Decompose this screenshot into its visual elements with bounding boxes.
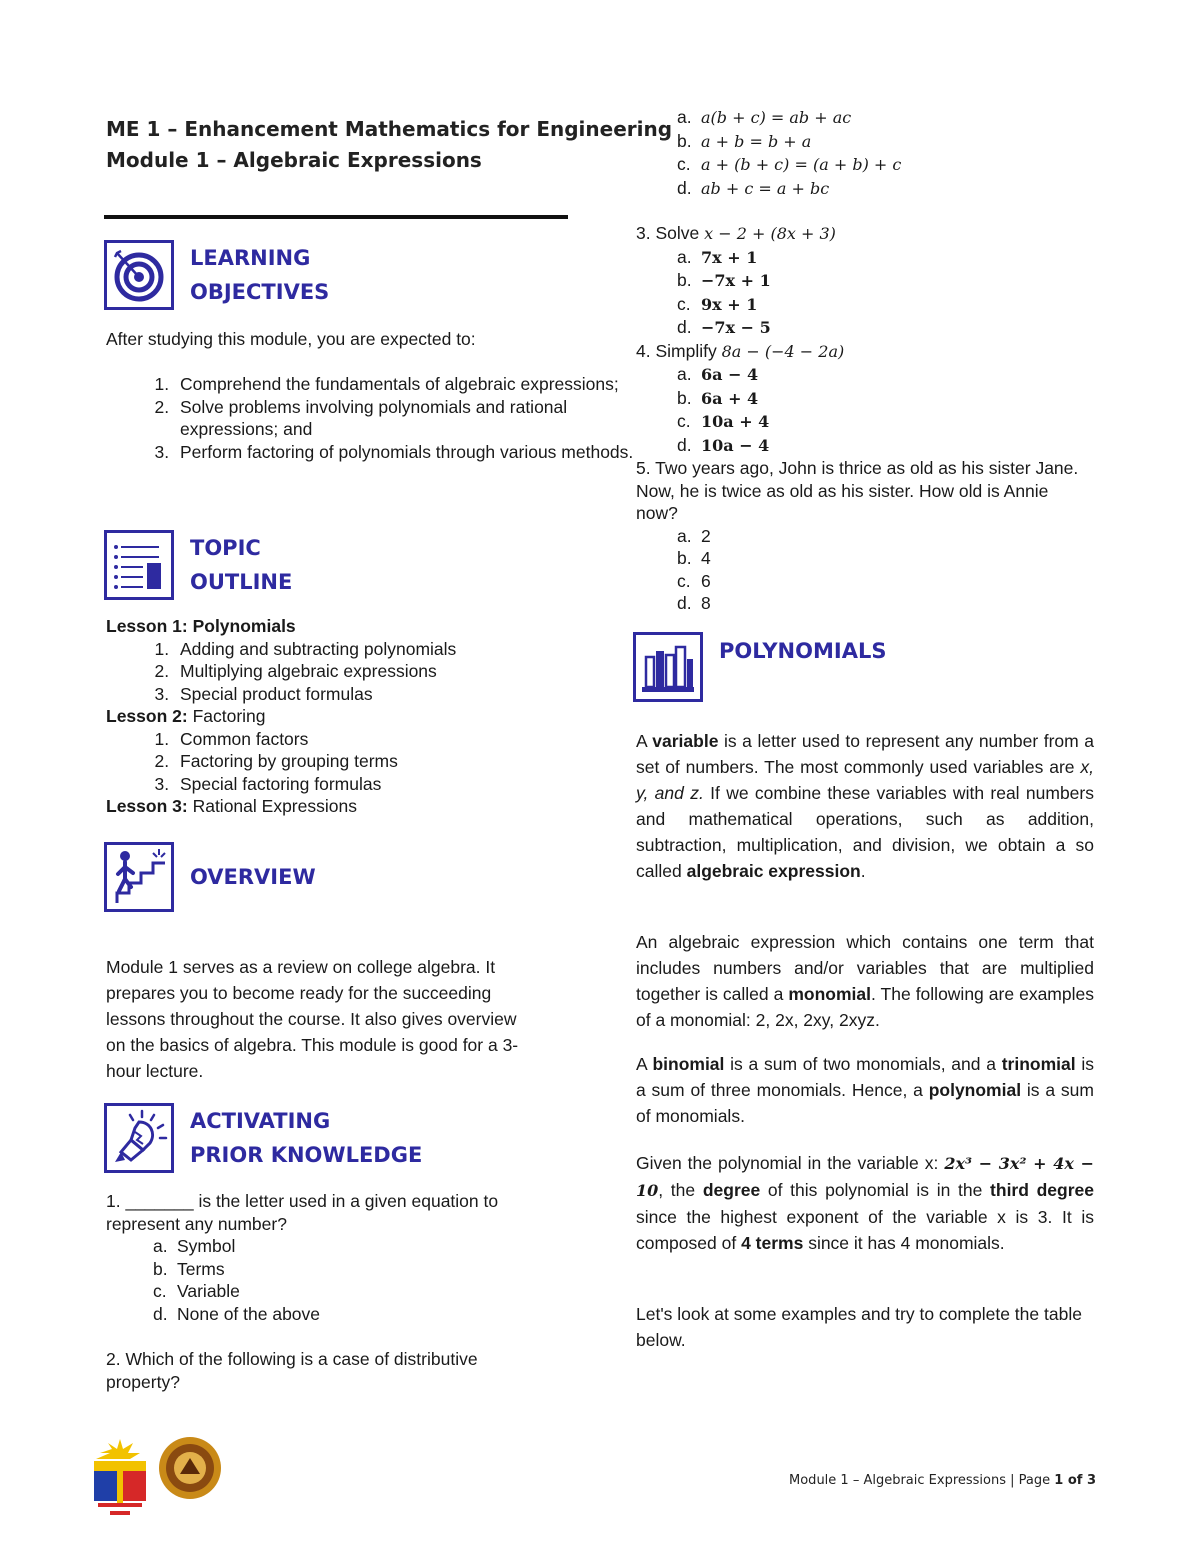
overview-heading (104, 842, 316, 912)
deped-logo (88, 1435, 152, 1524)
option: a. 2 (677, 525, 711, 546)
option: a. 7x + 1 (677, 246, 758, 267)
option: a. a(b + c) = ab + ac (677, 107, 852, 127)
lightbulb-icon (104, 1103, 174, 1173)
list-item: 1. Adding and subtracting polynomials (174, 638, 566, 661)
list-item: 3. Special product formulas (174, 683, 566, 706)
question-1 (106, 1190, 556, 1325)
lesson-3-heading: Lesson 3: Rational Expressions (106, 796, 357, 816)
option: b. 6a + 4 (677, 387, 759, 408)
option: c. 6 (677, 570, 711, 591)
header-divider (104, 215, 568, 219)
list-item: 1. Comprehend the fundamentals of algebraic expressions; (174, 373, 634, 396)
option: c. a + (b + c) = (a + b) + c (677, 154, 902, 174)
stairs-climber-icon (104, 842, 174, 912)
question-3: 3. Solve x − 2 + (8x + 3) (636, 223, 836, 243)
topic-outline (106, 615, 566, 818)
lesson-1-heading: Lesson 1: Polynomials (106, 616, 296, 636)
topic-title-2: OUTLINE (190, 570, 293, 594)
question-3-options (636, 246, 1096, 340)
list-item: 3. Special factoring formulas (174, 773, 566, 796)
option: d. 8 (677, 593, 711, 613)
option: b. −7x + 1 (677, 270, 771, 290)
university-seal (158, 1436, 222, 1505)
question-2: 2. Which of the following is a case of distributive property? (106, 1349, 478, 1392)
option: c. Variable (153, 1281, 240, 1301)
learning-title-1: LEARNING (190, 246, 311, 270)
examples-paragraph: Let's look at some examples and try to complete the table below. (636, 1304, 1082, 1350)
binomial-paragraph: A binomial is a sum of two monomials, and a trinomial is a sum of three monomials. Hence, a polynomial is a sum of monomials. (636, 1054, 1095, 1126)
option: a. 6a − 4 (677, 364, 759, 384)
module-title: Module 1 – Algebraic Expressions (106, 148, 482, 172)
question-1-options (106, 1235, 556, 1325)
polynomials-title: POLYNOMIALS (719, 639, 887, 663)
topic-title-1: TOPIC (190, 536, 261, 560)
question-2-options (636, 106, 1096, 615)
learning-title-2: OBJECTIVES (190, 280, 330, 304)
lesson-2-heading: Lesson 2: Factoring (106, 706, 266, 726)
option: d. 10a − 4 (677, 434, 770, 455)
list-item: 2. Multiplying algebraic expressions (174, 660, 566, 683)
question-5-options (636, 525, 1096, 615)
page-footer: Module 1 – Algebraic Expressions | Page 1 of 3 (789, 1473, 1096, 1488)
list-item: 2. Solve problems involving polynomials and rational expressions; and (174, 396, 634, 441)
list-icon (104, 530, 174, 600)
document-header (106, 114, 672, 176)
question-4-options (636, 363, 1096, 457)
books-icon (633, 632, 703, 702)
list-item: 3. Perform factoring of polynomials through various methods. (174, 441, 634, 464)
list-item: 1. Common factors (174, 728, 566, 751)
degree-paragraph: Given the polynomial in the variable x: 2x³ − 3x² + 4x − 10, the degree of this polynomial is in the third degree since the highest exponent of the variable x is 3. It is composed of 4 terms since it has 4 monomials. (636, 1153, 1094, 1253)
learning-objectives-heading (104, 240, 329, 310)
list-item: 2. Factoring by grouping terms (174, 750, 566, 773)
option: b. 4 (677, 548, 711, 568)
monomial-paragraph: An algebraic expression which contains one term that includes numbers and/or variables that are multiplied together is called a monomial. The following are examples of a monomial: 2, 2x, 2xy, 2xyz. (636, 932, 1094, 1030)
option: c. 9x + 1 (677, 293, 758, 314)
question-text: 1. _______ is the letter used in a given equation to represent any number? (106, 1191, 499, 1234)
lesson-2-list (106, 728, 566, 796)
learning-intro: After studying this module, you are expected to: (106, 329, 476, 349)
lesson-1-list (106, 638, 566, 706)
overview-text: Module 1 serves as a review on college algebra. It prepares you to become ready for the succeeding lessons throughout the course. It also gives overview on the basics of algebra. This module is good for a 3-hour lecture. (106, 957, 519, 1081)
topic-outline-heading (104, 530, 292, 600)
activating-title-1: ACTIVATING (190, 1109, 331, 1133)
learning-list (104, 373, 634, 463)
option: a. Symbol (153, 1236, 236, 1256)
option: d. None of the above (153, 1303, 321, 1324)
option: b. Terms (153, 1258, 225, 1279)
option: d. ab + c = a + bc (677, 177, 830, 198)
activating-heading (104, 1103, 422, 1173)
activating-title-2: PRIOR KNOWLEDGE (190, 1143, 423, 1167)
overview-title: OVERVIEW (190, 865, 316, 889)
option: d. −7x − 5 (677, 317, 771, 337)
option: c. 10a + 4 (677, 411, 770, 431)
question-5: 5. Two years ago, John is thrice as old as his sister Jane. Now, he is twice as old as his sister. How old is Annie now? (636, 458, 1079, 523)
question-4: 4. Simplify 8a − (−4 − 2a) (636, 340, 845, 361)
option: b. a + b = b + a (677, 130, 812, 151)
polynomials-heading (633, 632, 886, 702)
course-title: ME 1 – Enhancement Mathematics for Engineering (106, 117, 673, 141)
target-icon (104, 240, 174, 310)
variable-paragraph: A variable is a letter used to represent any number from a set of numbers. The most commonly used variables are x, y, and z. If we combine these variables with real numbers and mathematical operations, such as addition, subtraction, multiplication, and division, we obtain a so called algebraic expression. (636, 731, 1094, 881)
